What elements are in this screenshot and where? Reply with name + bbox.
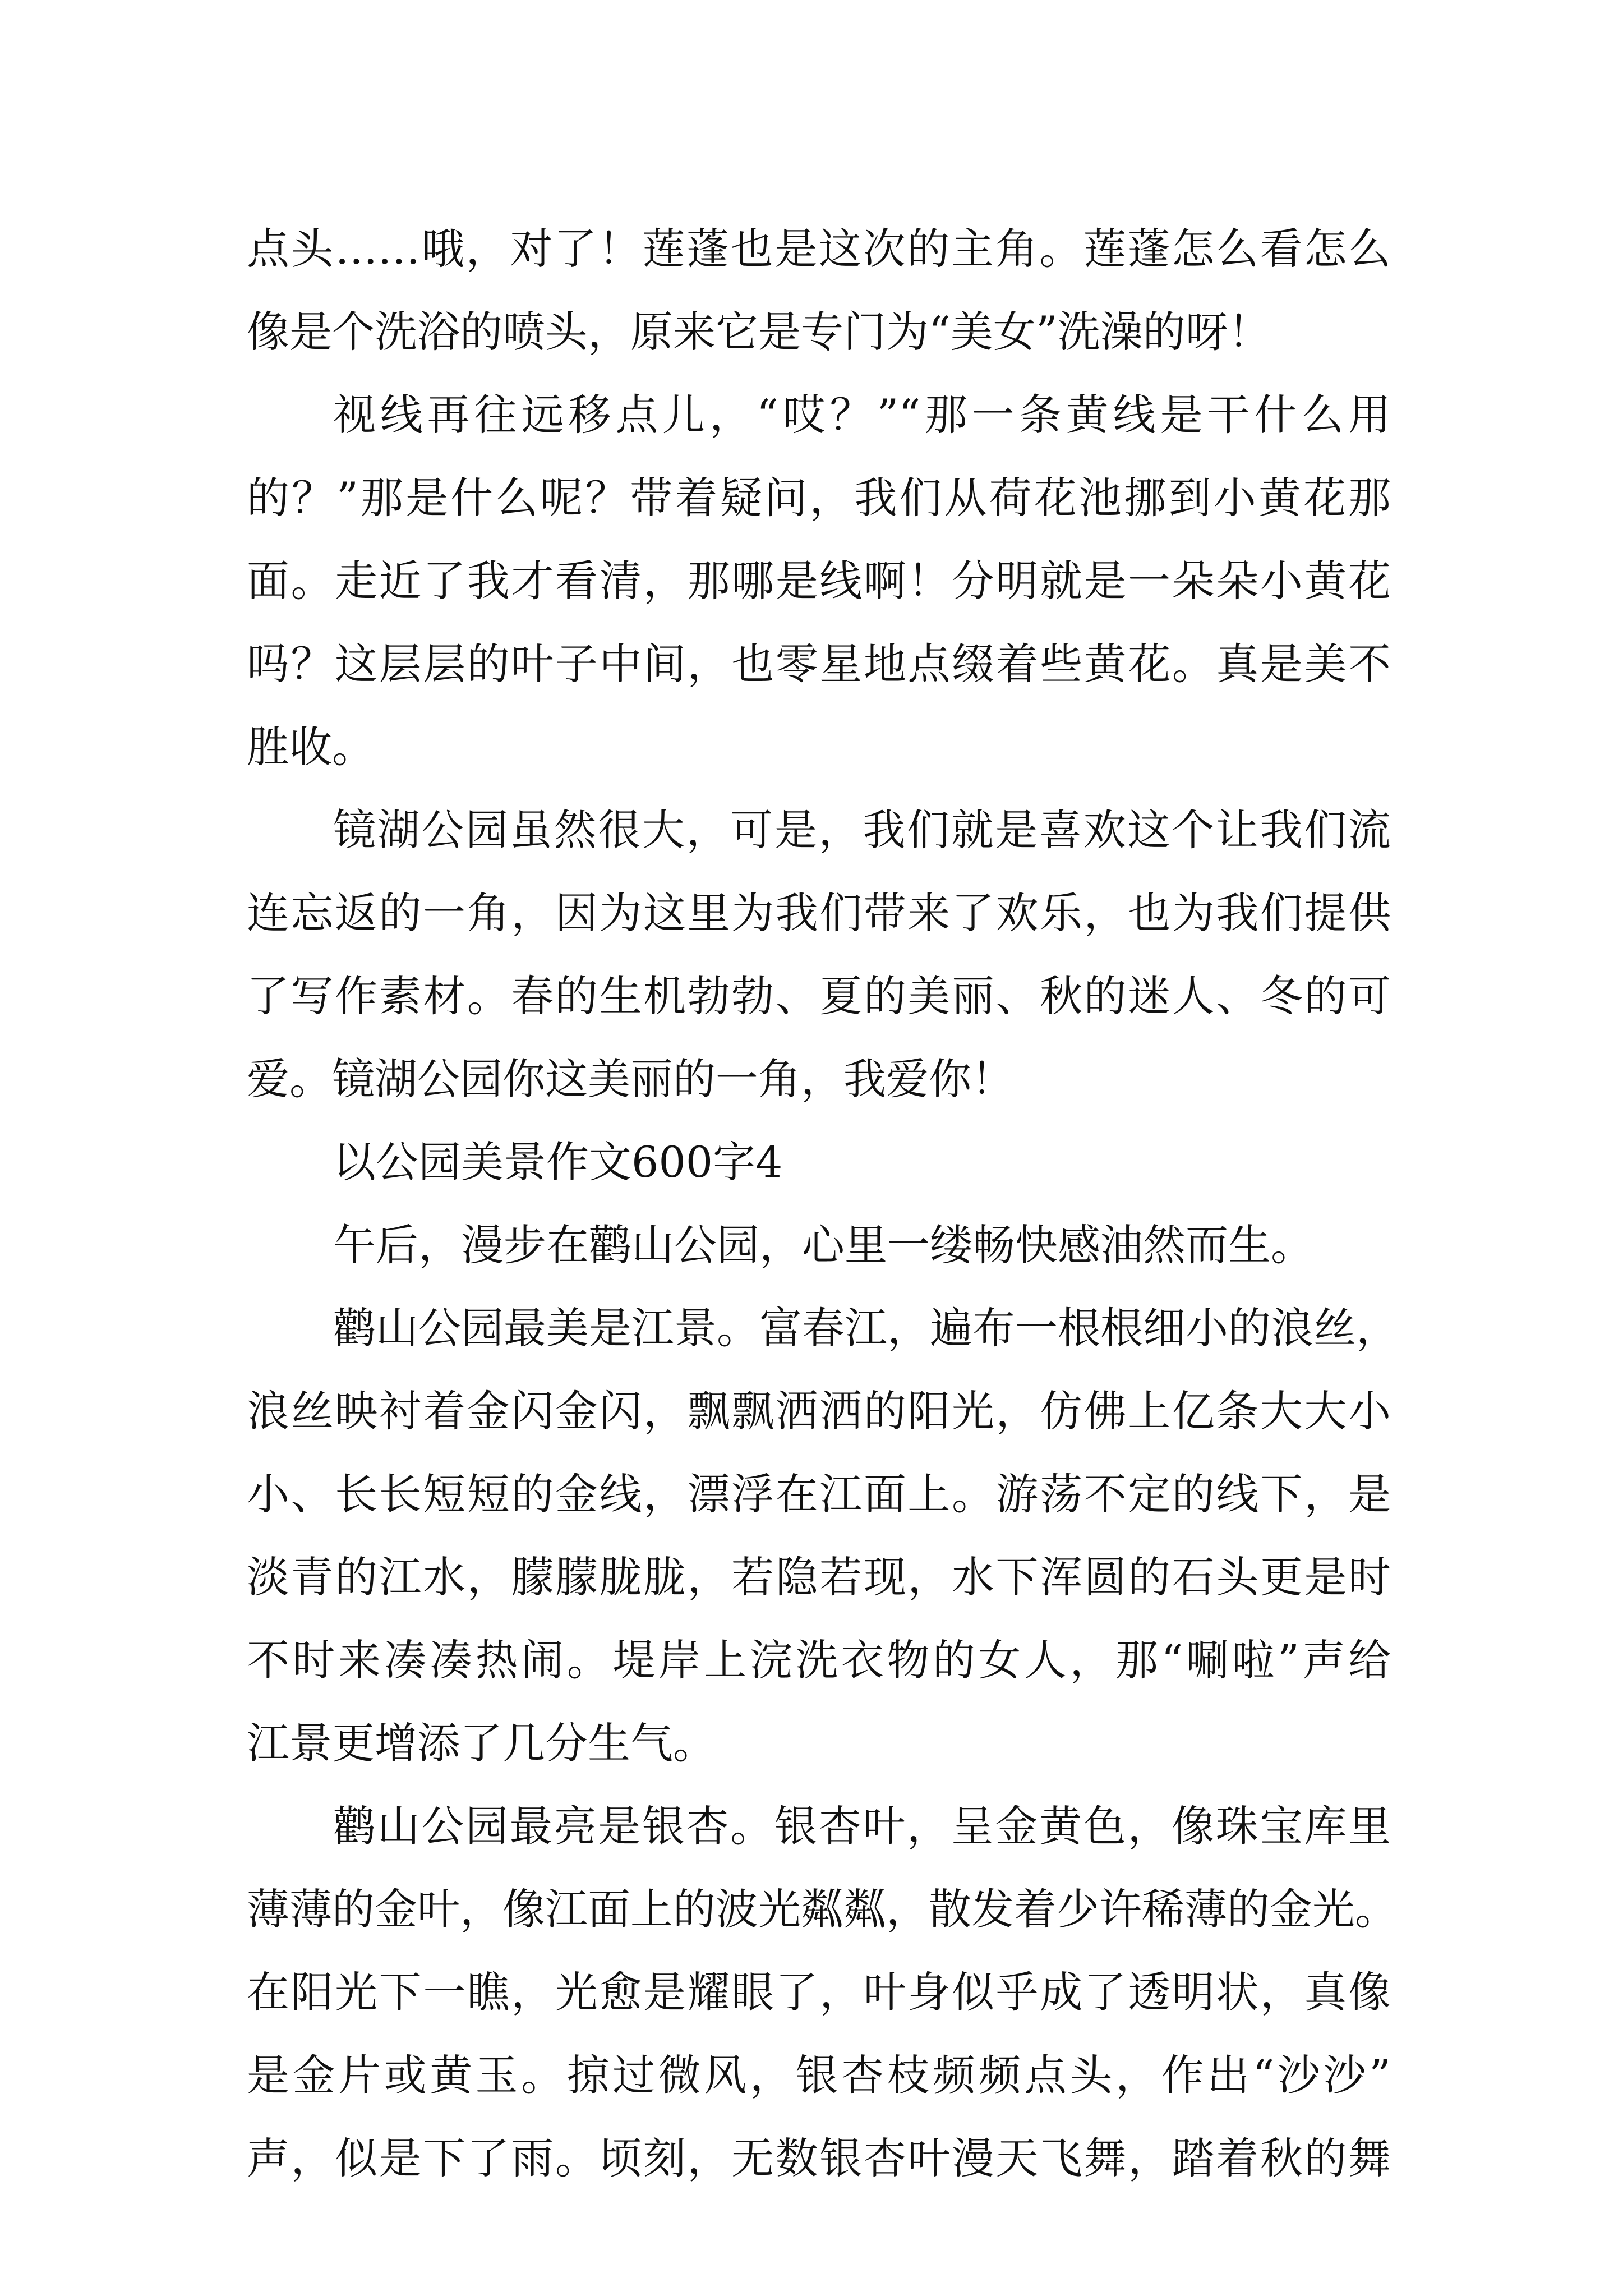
text-line: 小、长长短短的金线，漂浮在江面上。游荡不定的线下，是	[247, 1469, 1391, 1519]
text-line: 在阳光下一瞧，光愈是耀眼了，叶身似乎成了透明状，真像	[247, 1967, 1391, 2017]
text-line: 是金片或黄玉。掠过微风，银杏枝频频点头，作出“沙沙”	[247, 2050, 1391, 2100]
text-line: 淡青的江水，朦朦胧胧，若隐若现，水下浑圆的石头更是时	[247, 1552, 1391, 1602]
text-line: 爱。镜湖公园你这美丽的一角，我爱你！	[247, 1054, 1014, 1104]
text-line: 镜湖公园虽然很大，可是，我们就是喜欢这个让我们流	[333, 805, 1391, 855]
section-heading: 以公园美景作文600字4	[333, 1137, 783, 1187]
text-line: 江景更增添了几分生气。	[247, 1718, 716, 1768]
text-line: 不时来凑凑热闹。堤岸上浣洗衣物的女人，那“唰啦”声给	[247, 1635, 1391, 1685]
text-line: 鹳山公园最美是江景。富春江，遍布一根根细小的浪丝，	[333, 1303, 1399, 1353]
text-line: 面。走近了我才看清，那哪是线啊！分明就是一朵朵小黄花	[247, 556, 1391, 606]
text-line: 声，似是下了雨。顷刻，无数银杏叶漫天飞舞，踏着秋的舞	[247, 2133, 1391, 2183]
text-line: 像是个洗浴的喷头，原来它是专门为“美女”洗澡的呀！	[247, 307, 1271, 357]
text-line: 视线再往远移点儿，“哎？”“那一条黄线是干什么用	[333, 390, 1391, 440]
text-line: 胜收。	[247, 722, 375, 772]
text-line: 点头……哦，对了！莲蓬也是这次的主角。莲蓬怎么看怎么	[247, 224, 1391, 274]
text-line: 的？”那是什么呢？带着疑问，我们从荷花池挪到小黄花那	[247, 473, 1391, 523]
text-line: 浪丝映衬着金闪金闪，飘飘洒洒的阳光，仿佛上亿条大大小	[247, 1386, 1391, 1436]
text-line: 了写作素材。春的生机勃勃、夏的美丽、秋的迷人、冬的可	[247, 971, 1391, 1021]
text-line: 午后，漫步在鹳山公园，心里一缕畅快感油然而生。	[333, 1220, 1313, 1270]
text-line: 吗？这层层的叶子中间，也零星地点缀着些黄花。真是美不	[247, 639, 1391, 689]
text-line: 鹳山公园最亮是银杏。银杏叶，呈金黄色，像珠宝库里	[333, 1801, 1391, 1851]
text-line: 薄薄的金叶，像江面上的波光粼粼，散发着少许稀薄的金光。	[247, 1884, 1398, 1934]
text-line: 连忘返的一角，因为这里为我们带来了欢乐，也为我们提供	[247, 888, 1391, 938]
document-body	[247, 208, 1399, 2200]
